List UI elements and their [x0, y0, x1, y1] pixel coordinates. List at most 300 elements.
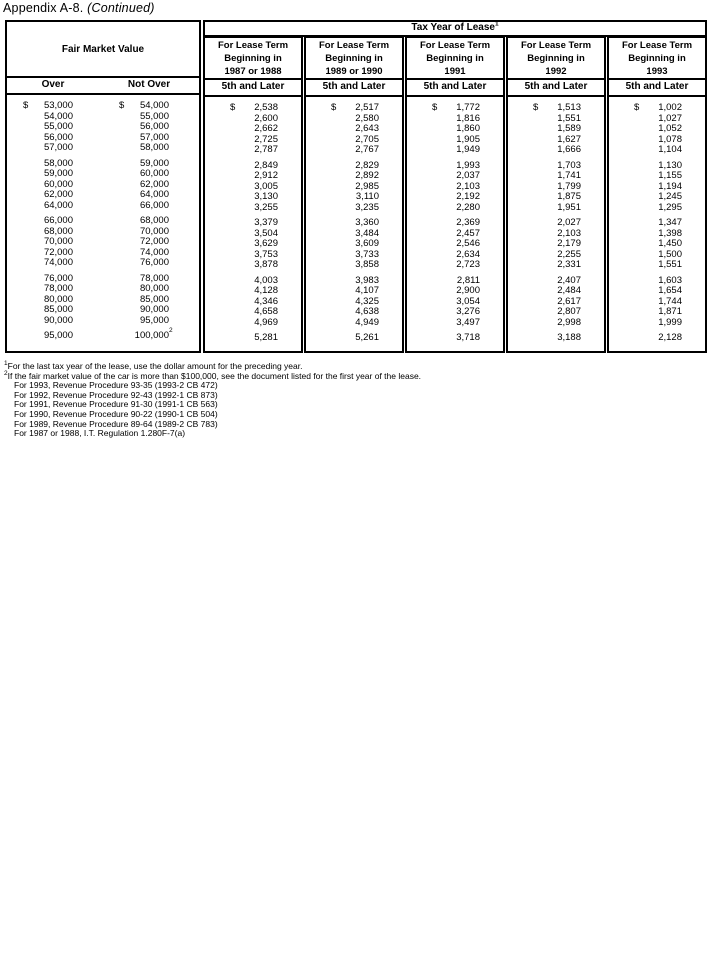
inclusion-amount: 4,949: [355, 316, 379, 328]
value-cell: [609, 114, 705, 125]
currency-symbol: [230, 182, 242, 193]
inclusion-amount: 1,871: [658, 306, 682, 317]
table-row: [7, 258, 199, 269]
table-row: [7, 316, 199, 327]
value-cell: [205, 103, 301, 114]
inclusion-amount: 3,609: [355, 238, 379, 249]
notover-value: 90,000: [139, 304, 169, 315]
currency-symbol: [119, 216, 131, 227]
fifth-and-later-subheader-4: 5th and Later: [506, 78, 606, 97]
inclusion-amount: 4,969: [254, 316, 278, 328]
currency-symbol: [230, 218, 242, 229]
inclusion-amount: 1,194: [658, 180, 682, 192]
value-cell: [407, 260, 503, 271]
value-row-group: [609, 333, 705, 344]
over-value: 59,000: [43, 168, 73, 179]
currency-symbol: [23, 331, 35, 342]
currency-symbol: [23, 201, 35, 212]
currency-symbol: [230, 171, 242, 182]
inclusion-amount: 2,634: [456, 248, 480, 260]
currency-symbol: $: [533, 102, 539, 113]
table-row: [7, 248, 199, 259]
value-cell: [407, 203, 503, 214]
value-cell: [205, 250, 301, 261]
inclusion-amount: 1,513: [557, 102, 581, 113]
value-cell: [508, 239, 604, 250]
value-cell: [407, 192, 503, 203]
inclusion-amount: 2,128: [658, 332, 682, 343]
over-value: 85,000: [43, 304, 73, 315]
over-value: 62,000: [43, 189, 73, 200]
value-cell: [609, 286, 705, 297]
inclusion-amount: 2,725: [254, 133, 278, 145]
value-cell: [205, 124, 301, 135]
currency-symbol: [432, 203, 444, 214]
inclusion-amount: 3,983: [355, 274, 379, 286]
currency-symbol: [23, 190, 35, 201]
value-cell: [508, 307, 604, 318]
inclusion-amount: 1,799: [557, 180, 581, 192]
currency-symbol: [331, 192, 343, 203]
tax-year-footnote-marker: 1: [494, 20, 499, 28]
currency-symbol: [230, 276, 242, 287]
currency-symbol: [119, 159, 131, 170]
currency-symbol: [432, 145, 444, 156]
notover-value: 76,000: [139, 257, 169, 268]
value-cell: [205, 171, 301, 182]
over-value: 56,000: [43, 131, 73, 143]
inclusion-amount: 5,261: [355, 332, 379, 343]
lease-term-header-line: 1987 or 1988: [224, 66, 282, 77]
footnote-reference-line: For 1987 or 1988, I.T. Regulation 1.280F-7(a): [14, 428, 186, 439]
table-row: [7, 159, 199, 170]
currency-symbol: [119, 237, 131, 248]
currency-symbol: [119, 316, 131, 327]
fmv-row-group: [7, 274, 199, 327]
table-row: [7, 101, 199, 112]
inclusion-amount: 1,551: [557, 112, 581, 124]
value-row-group: [508, 103, 604, 156]
currency-symbol: [634, 239, 646, 250]
notover-value: 59,000: [139, 157, 169, 169]
currency-symbol: [331, 171, 343, 182]
fifth-and-later-subheader-5: 5th and Later: [607, 78, 707, 97]
over-value: 57,000: [43, 142, 73, 153]
tax-year-of-lease-label: Tax Year of Lease: [411, 22, 495, 33]
currency-symbol: [533, 286, 545, 297]
value-cell: [508, 182, 604, 193]
lease-term-header-line: 1993: [646, 66, 668, 77]
value-cell: [407, 145, 503, 156]
inclusion-amount: 3,110: [355, 191, 379, 202]
currency-symbol: $: [23, 100, 29, 111]
fair-market-value-header-cell: [5, 20, 201, 78]
currency-symbol: [230, 307, 242, 318]
inclusion-amount: 2,807: [557, 306, 581, 317]
value-row-group: [609, 103, 705, 156]
value-row-group: [407, 218, 503, 271]
currency-symbol: [23, 169, 35, 180]
currency-symbol: [432, 135, 444, 146]
currency-symbol: [432, 318, 444, 329]
currency-symbol: [23, 305, 35, 316]
table-row: [7, 274, 199, 285]
value-cell: [205, 135, 301, 146]
currency-symbol: [331, 318, 343, 329]
column-gap: [73, 122, 119, 133]
currency-symbol: [634, 203, 646, 214]
value-cell: [508, 218, 604, 229]
lease-term-header-line: 1992: [545, 66, 567, 77]
over-value: 70,000: [43, 236, 73, 247]
currency-symbol: [533, 135, 545, 146]
currency-symbol: [634, 218, 646, 229]
inclusion-amount: 1,999: [658, 316, 682, 328]
value-cell: [205, 229, 301, 240]
value-cell: [205, 145, 301, 156]
lease-term-header-5: [607, 36, 707, 80]
currency-symbol: [533, 182, 545, 193]
notover-value: 100,000: [134, 330, 169, 341]
currency-symbol: [533, 145, 545, 156]
inclusion-amount: 2,538: [254, 102, 278, 113]
currency-symbol: [634, 135, 646, 146]
currency-symbol: $: [331, 102, 337, 113]
value-cell: [205, 239, 301, 250]
footnote-reference-line: For 1992, Revenue Procedure 92-43 (1992-1 CB 873): [14, 389, 218, 400]
currency-symbol: [331, 145, 343, 156]
inclusion-amount: 2,280: [456, 201, 480, 213]
inclusion-amount: 3,130: [254, 191, 278, 202]
inclusion-amount: 3,878: [254, 259, 278, 270]
currency-symbol: [23, 143, 35, 154]
notover-value: 68,000: [139, 215, 169, 226]
inclusion-amount: 2,037: [456, 170, 480, 181]
value-cell: [508, 171, 604, 182]
currency-symbol: [533, 297, 545, 308]
lease-term-header-line: For Lease Term: [217, 40, 289, 51]
currency-symbol: [230, 286, 242, 297]
inclusion-amount: 2,662: [254, 123, 278, 134]
value-cell: [407, 307, 503, 318]
table-row: [7, 295, 199, 306]
lease-term-data-column-3: [405, 95, 505, 353]
currency-symbol: [533, 114, 545, 125]
column-gap: [73, 227, 119, 238]
lease-term-data-column-1: [203, 95, 303, 353]
currency-symbol: [23, 284, 35, 295]
value-cell: [306, 161, 402, 172]
value-cell: [609, 307, 705, 318]
value-cell: [508, 103, 604, 114]
currency-symbol: [634, 161, 646, 172]
currency-symbol: [119, 227, 131, 238]
inclusion-amount: 2,892: [355, 170, 379, 181]
inclusion-amount: 1,347: [658, 217, 682, 228]
currency-symbol: [634, 114, 646, 125]
fifth-and-later-subheader-3: 5th and Later: [405, 78, 505, 97]
inclusion-amount: 3,360: [355, 217, 379, 228]
value-cell: [407, 229, 503, 240]
inclusion-amount: 2,998: [557, 316, 581, 328]
value-row-group: [407, 276, 503, 329]
notover-value: 72,000: [139, 236, 169, 247]
inclusion-amount: 1,741: [557, 170, 581, 181]
inclusion-amount: 2,643: [355, 123, 379, 134]
currency-symbol: [533, 229, 545, 240]
currency-symbol: [331, 124, 343, 135]
column-gap: [73, 133, 119, 144]
over-value: 53,000: [43, 100, 73, 111]
inclusion-amount: 1,245: [658, 191, 682, 202]
notover-value: 64,000: [139, 189, 169, 200]
fifth-and-later-subheader-1: 5th and Later: [203, 78, 303, 97]
value-cell: [205, 260, 301, 271]
currency-symbol: [23, 180, 35, 191]
column-gap: [73, 274, 119, 285]
lease-term-header-line: 1991: [444, 66, 466, 77]
currency-symbol: $: [119, 100, 125, 111]
value-cell: [609, 218, 705, 229]
notover-value: 58,000: [139, 142, 169, 153]
currency-symbol: [533, 250, 545, 261]
currency-symbol: [432, 286, 444, 297]
value-cell: [205, 318, 301, 329]
table-row: [7, 133, 199, 144]
value-cell: [306, 103, 402, 114]
inclusion-amount: 1,905: [456, 133, 480, 145]
over-value: 64,000: [43, 199, 73, 211]
inclusion-amount: 1,398: [658, 227, 682, 239]
value-cell: [609, 103, 705, 114]
currency-symbol: [23, 216, 35, 227]
currency-symbol: [432, 192, 444, 203]
value-cell: [306, 182, 402, 193]
inclusion-amount: 3,235: [355, 201, 379, 213]
value-cell: [306, 239, 402, 250]
inclusion-amount: 2,829: [355, 159, 379, 171]
value-cell: [205, 192, 301, 203]
value-cell: [306, 229, 402, 240]
currency-symbol: [331, 161, 343, 172]
column-gap: [73, 201, 119, 212]
value-row-group: [508, 276, 604, 329]
column-gap: [73, 305, 119, 316]
inclusion-amount: 2,580: [355, 112, 379, 124]
fifth-and-later-subheader-2: 5th and Later: [304, 78, 404, 97]
value-cell: [306, 114, 402, 125]
currency-symbol: [331, 203, 343, 214]
currency-symbol: [533, 171, 545, 182]
inclusion-amount: 2,767: [355, 144, 379, 155]
currency-symbol: [119, 274, 131, 285]
lease-term-header-line: Beginning in: [426, 53, 484, 64]
lease-term-data-column-5: [607, 95, 707, 353]
inclusion-amount: 3,718: [456, 332, 480, 343]
notover-value: 95,000: [139, 314, 169, 326]
currency-symbol: [23, 112, 35, 123]
value-cell: [306, 286, 402, 297]
value-cell: [407, 103, 503, 114]
currency-symbol: [119, 143, 131, 154]
currency-symbol: [432, 260, 444, 271]
currency-symbol: [23, 316, 35, 327]
currency-symbol: [331, 250, 343, 261]
table-row: [7, 180, 199, 191]
value-cell: [609, 161, 705, 172]
value-cell: [407, 161, 503, 172]
currency-symbol: [634, 318, 646, 329]
notover-value: 78,000: [139, 272, 169, 284]
currency-symbol: [432, 229, 444, 240]
value-cell: [407, 318, 503, 329]
value-row-group: [205, 161, 301, 214]
table-row: [7, 237, 199, 248]
value-cell: [508, 276, 604, 287]
inclusion-amount: 3,497: [456, 316, 480, 328]
fmv-row-group: [7, 101, 199, 154]
column-gap: [73, 216, 119, 227]
value-row-group: [609, 276, 705, 329]
footnotes: [4, 362, 421, 439]
value-cell: [508, 229, 604, 240]
inclusion-amount: 1,155: [658, 170, 682, 181]
over-value: 54,000: [43, 110, 73, 122]
inclusion-amount: 4,128: [254, 285, 278, 296]
inclusion-amount: 3,054: [456, 295, 480, 307]
inclusion-amount: 2,849: [254, 159, 278, 171]
value-cell: [407, 333, 503, 344]
lease-term-data-column-4: [506, 95, 606, 353]
inclusion-amount: 1,052: [658, 123, 682, 134]
table-row: [7, 284, 199, 295]
currency-symbol: [432, 250, 444, 261]
value-cell: [609, 124, 705, 135]
table-row: [7, 190, 199, 201]
value-row-group: [205, 333, 301, 344]
value-cell: [306, 297, 402, 308]
inclusion-amount: 3,733: [355, 248, 379, 260]
inclusion-amount: 1,130: [658, 159, 682, 171]
table-row: [7, 216, 199, 227]
inclusion-amount: 4,346: [254, 295, 278, 307]
currency-symbol: [119, 331, 131, 342]
currency-symbol: [533, 276, 545, 287]
currency-symbol: [331, 307, 343, 318]
inclusion-amount: 3,188: [557, 332, 581, 343]
inclusion-amount: 4,325: [355, 295, 379, 307]
currency-symbol: [634, 276, 646, 287]
currency-symbol: [23, 248, 35, 259]
notover-value: 60,000: [139, 168, 169, 179]
lease-term-header-line: Beginning in: [527, 53, 585, 64]
currency-symbol: [533, 203, 545, 214]
currency-symbol: [230, 192, 242, 203]
currency-symbol: [230, 260, 242, 271]
value-row-group: [508, 333, 604, 344]
currency-symbol: [23, 258, 35, 269]
value-cell: [609, 171, 705, 182]
lease-term-data-column-2: [304, 95, 404, 353]
currency-symbol: [634, 297, 646, 308]
value-cell: [508, 286, 604, 297]
value-cell: [306, 171, 402, 182]
value-cell: [306, 333, 402, 344]
inclusion-amount: 3,379: [254, 217, 278, 228]
notover-column-label: Not Over: [127, 79, 171, 90]
column-gap: [73, 248, 119, 259]
inclusion-amount: 2,985: [355, 180, 379, 192]
value-cell: [508, 297, 604, 308]
inclusion-amount: 1,551: [658, 259, 682, 270]
over-value: 66,000: [43, 215, 73, 226]
column-gap: [73, 237, 119, 248]
currency-symbol: [119, 201, 131, 212]
lease-term-header-line: Beginning in: [325, 53, 383, 64]
lease-term-header-line: Beginning in: [628, 53, 686, 64]
value-cell: [609, 318, 705, 329]
currency-symbol: [634, 182, 646, 193]
lease-term-header-line: For Lease Term: [520, 40, 592, 51]
currency-symbol: [23, 159, 35, 170]
inclusion-amount: 1,951: [557, 201, 581, 213]
currency-symbol: [331, 229, 343, 240]
value-cell: [306, 124, 402, 135]
value-cell: [306, 135, 402, 146]
inclusion-amount: 1,627: [557, 133, 581, 145]
value-cell: [508, 135, 604, 146]
currency-symbol: [331, 218, 343, 229]
currency-symbol: [432, 182, 444, 193]
inclusion-amount: 3,005: [254, 180, 278, 192]
currency-symbol: [432, 276, 444, 287]
value-cell: [306, 260, 402, 271]
currency-symbol: [634, 307, 646, 318]
inclusion-amount: 2,331: [557, 259, 581, 270]
currency-symbol: [119, 258, 131, 269]
over-column-label: Over: [41, 79, 65, 90]
value-cell: [306, 276, 402, 287]
currency-symbol: [119, 133, 131, 144]
column-gap: [73, 112, 119, 123]
inclusion-amount: 2,517: [355, 102, 379, 113]
currency-symbol: [634, 260, 646, 271]
value-cell: [407, 114, 503, 125]
lease-term-header-4: [506, 36, 606, 80]
currency-symbol: [119, 305, 131, 316]
footnote-2-text: If the fair market value of the car is more than $100,000, see the document listed for the first year of the lease.: [7, 370, 422, 381]
value-cell: [306, 250, 402, 261]
column-gap: [73, 331, 119, 342]
currency-symbol: [230, 124, 242, 135]
value-row-group: [407, 333, 503, 344]
footnote-reference-line: For 1989, Revenue Procedure 89-64 (1989-2 CB 783): [14, 418, 218, 429]
inclusion-amount: 2,457: [456, 227, 480, 239]
inclusion-amount: 2,617: [557, 295, 581, 307]
footnote-1-marker: 1: [4, 360, 8, 368]
column-gap: [73, 284, 119, 295]
inclusion-amount: 3,858: [355, 259, 379, 270]
inclusion-amount: 1,703: [557, 159, 581, 171]
value-cell: [205, 276, 301, 287]
inclusion-amount: 1,589: [557, 123, 581, 134]
appendix-title-text: Appendix A-8.: [3, 1, 84, 15]
value-cell: [205, 114, 301, 125]
table-row: [7, 122, 199, 133]
inclusion-amount: 4,003: [254, 274, 278, 286]
currency-symbol: [331, 182, 343, 193]
currency-symbol: [119, 122, 131, 133]
